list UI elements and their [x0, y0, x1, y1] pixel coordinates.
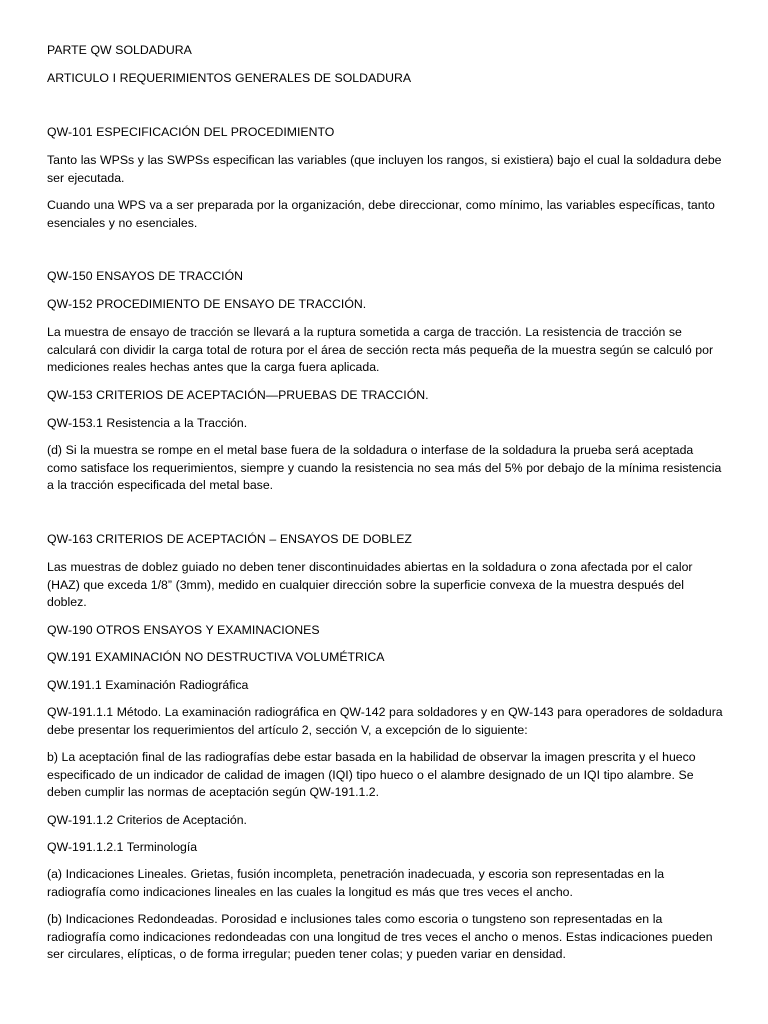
subsection-heading-qw191121: QW-191.1.2.1 Terminología: [47, 840, 198, 854]
paragraph-qw101-variables: Cuando una WPS va a ser preparada por la organización, debe direccionar, como mínimo, las variables específicas, tanto esenciales y no esenciales.: [47, 198, 715, 230]
paragraph-qw19111-method: QW-191.1.1 Método. La examinación radiográfica en QW-142 para soldadores y en QW-143 para operadores de soldadura debe presentar los requerimientos del artículo 2, sección V, a excepción de lo siguiente:: [47, 705, 723, 737]
paragraph-qw1531-d: (d) Si la muestra se rompe en el metal base fuera de la soldadura o interfase de la soldadura la prueba será aceptada como satisface los requerimientos, siempre y cuando la resistencia no sea más del 5% por debajo de la mínima resistencia a la tracción especificada del metal base.: [47, 443, 722, 493]
paragraph-qw152-procedure: La muestra de ensayo de tracción se llevará a la ruptura sometida a carga de tracción. La resistencia de tracción se calculará con dividir la carga total de rotura por el área de sección recta más pequeña de la muestra según se calculó por mediciones reales hechas antes que la carga fuera aplicada.: [47, 325, 714, 375]
paragraph-linear-indications: (a) Indicaciones Lineales. Grietas, fusión incompleta, penetración inadecuada, y escoria son representadas en la radiografía como indicaciones lineales en las cuales la longitud es más que tres veces el ancho.: [47, 867, 665, 899]
section-heading-qw101: QW-101 ESPECIFICACIÓN DEL PROCEDIMIENTO: [47, 125, 335, 139]
section-heading-qw150: QW-150 ENSAYOS DE TRACCIÓN: [47, 269, 244, 283]
part-heading: PARTE QW SOLDADURA: [47, 43, 192, 57]
subsection-heading-qw1911: QW.191.1 Examinación Radiográfica: [47, 678, 249, 692]
subsection-heading-qw1531: QW-153.1 Resistencia a la Tracción.: [47, 416, 248, 430]
paragraph-rounded-indications: (b) Indicaciones Redondeadas. Porosidad e inclusiones tales como escoria o tungsteno son representadas en la radiografía como indicaciones redondeadas con una longitud de tres veces el ancho o menos. Estas indicaciones pueden ser circulares, elípticas, o de forma irregular; pueden tener colas; y pueden variar en densidad.: [47, 912, 713, 962]
section-heading-qw191: QW.191 EXAMINACIÓN NO DESTRUCTIVA VOLUMÉTRICA: [47, 650, 385, 664]
section-heading-qw152: QW-152 PROCEDIMIENTO DE ENSAYO DE TRACCIÓN.: [47, 297, 367, 311]
paragraph-qw163-bend: Las muestras de doblez guiado no deben tener discontinuidades abiertas en la soldadura o zona afectada por el calor (HAZ) que exceda 1/8” (3mm), medido en cualquier dirección sobre la superficie convexa de la muestra después del doblez.: [47, 560, 693, 610]
article-heading: ARTICULO I REQUERIMIENTOS GENERALES DE SOLDADURA: [47, 71, 412, 85]
paragraph-qw101-wps: Tanto las WPSs y las SWPSs especifican las variables (que incluyen los rangos, si existiera) bajo el cual la soldadura debe ser ejecutada.: [47, 153, 722, 185]
section-heading-qw190: QW-190 OTROS ENSAYOS Y EXAMINACIONES: [47, 623, 320, 637]
section-heading-qw163: QW-163 CRITERIOS DE ACEPTACIÓN – ENSAYOS DE DOBLEZ: [47, 532, 412, 546]
paragraph-qw19111-b: b) La aceptación final de las radiografías debe estar basada en la habilidad de observar la imagen prescrita y el hueco especificado de un indicador de calidad de imagen (IQI) tipo hueco o el alambre designado de un IQI tipo alambre. Se deben cumplir las normas de aceptación según QW-191.1.2.: [47, 750, 696, 800]
section-heading-qw153: QW-153 CRITERIOS DE ACEPTACIÓN—PRUEBAS DE TRACCIÓN.: [47, 388, 429, 402]
subsection-heading-qw19112: QW-191.1.2 Criterios de Aceptación.: [47, 813, 247, 827]
